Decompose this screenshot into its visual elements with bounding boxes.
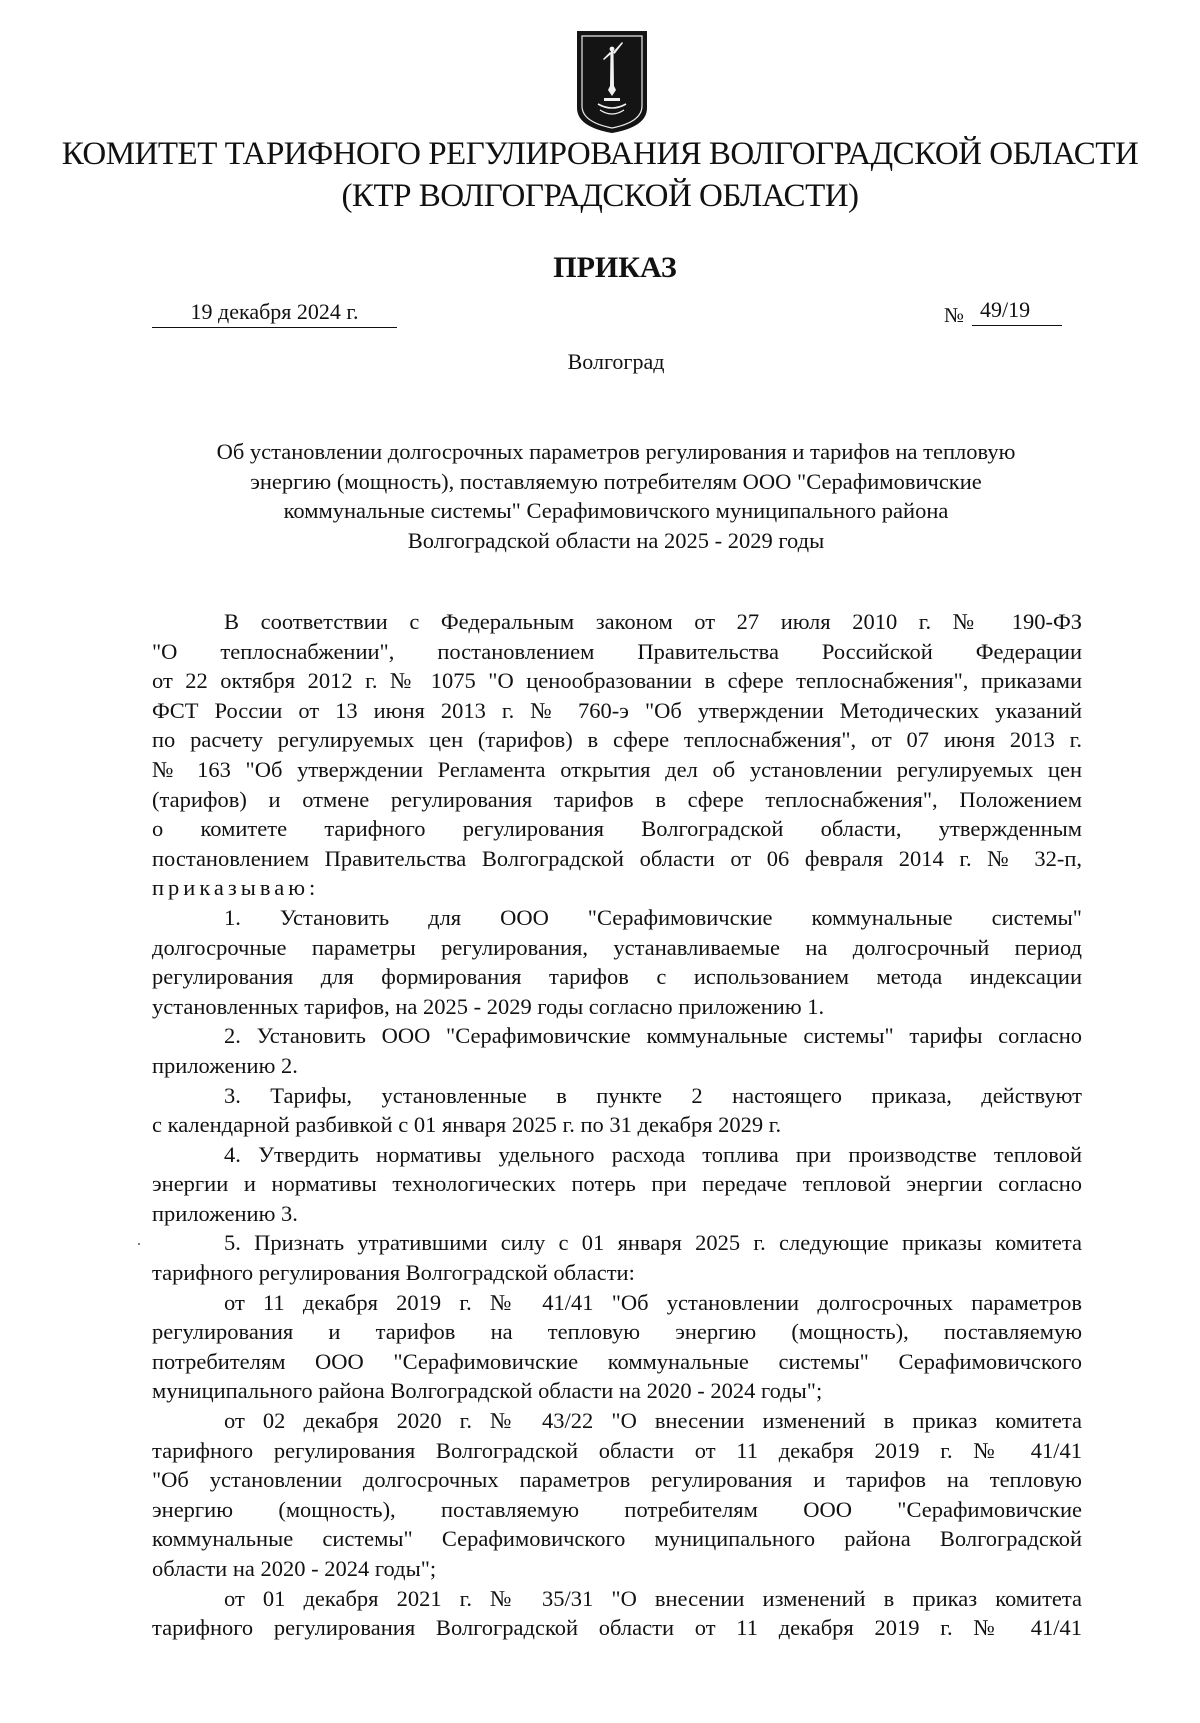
item-5a-line: муниципального района Волгоградской области на 2020 - 2024 годы";: [152, 1378, 823, 1404]
item-5a-line: от 11 декабря 2019 г. № 41/41 "Об установлении долгосрочных параметров: [224, 1289, 1082, 1315]
item-2-line: приложению 2.: [152, 1052, 298, 1078]
item-5b-line: тарифного регулирования Волгоградской области от 11 декабря 2019 г. № 41/41: [152, 1437, 1082, 1463]
item-5b-line: от 02 декабря 2020 г. № 43/22 "О внесении изменений в приказ комитета: [224, 1408, 1082, 1434]
volgograd-emblem-icon: [576, 30, 648, 134]
item-4-line: энергии и нормативы технологических потерь при передаче тепловой энергии согласно: [152, 1171, 1082, 1197]
committee-name: КОМИТЕТ ТАРИФНОГО РЕГУЛИРОВАНИЯ ВОЛГОГРАДСКОЙ ОБЛАСТИ: [61, 136, 1139, 172]
item-5b-line: области на 2020 - 2024 годы";: [152, 1556, 437, 1581]
committee-abbreviation: (КТР ВОЛГОГРАДСКОЙ ОБЛАСТИ): [341, 178, 859, 214]
order-number-sign: №: [944, 303, 965, 327]
decree-word: приказываю:: [152, 875, 320, 901]
item-5-line: тарифного регулирования Волгоградской области:: [152, 1260, 635, 1286]
item-1-line: долгосрочные параметры регулирования, устанавливаемые на долгосрочный период: [152, 934, 1082, 960]
preamble-line: о комитете тарифного регулирования Волгоградской области, утвержденным: [152, 816, 1082, 842]
preamble-line: В соответствии с Федеральным законом от 27 июля 2010 г. № 190-ФЗ: [224, 609, 1082, 634]
preamble-line: (тарифов) и отмене регулирования тарифов в сфере теплоснабжения", Положением: [152, 786, 1082, 812]
item-5c-line: тарифного регулирования Волгоградской области от 11 декабря 2019 г. № 41/41: [152, 1615, 1082, 1641]
item-3-line: с календарной разбивкой с 01 января 2025 г. по 31 декабря 2029 г.: [152, 1112, 782, 1138]
preamble-line: по расчету регулируемых цен (тарифов) в сфере теплоснабжения", от 07 июня 2013 г.: [152, 727, 1082, 753]
preamble-line: № 163 "Об утверждении Регламента открытия дел об установлении регулируемых цен: [152, 756, 1082, 782]
item-1-line: регулирования для формирования тарифов с использованием метода индексации: [152, 964, 1082, 990]
item-5b-line: "Об установлении долгосрочных параметров регулирования и тарифов на тепловую: [152, 1467, 1082, 1493]
item-3-line: 3. Тарифы, установленные в пункте 2 настоящего приказа, действуют: [224, 1082, 1082, 1108]
order-subject: [150, 437, 1082, 555]
preamble-line: ФСТ России от 13 июня 2013 г. № 760-э "Об утверждении Методических указаний: [152, 697, 1082, 723]
item-4-line: 4. Утвердить нормативы удельного расхода топлива при производстве тепловой: [224, 1141, 1082, 1167]
subject-line: Об установлении долгосрочных параметров регулирования и тарифов на тепловую: [216, 439, 1016, 464]
item-2-line: 2. Установить ООО "Серафимовичские коммунальные системы" тарифы согласно: [224, 1023, 1082, 1049]
subject-line: энергию (мощность), поставляемую потребителям ООО "Серафимовичские: [250, 468, 982, 494]
order-number: 49/19: [972, 295, 1062, 326]
scan-speck: [138, 1243, 140, 1245]
preamble-line: "О теплоснабжении", постановлением Правительства Российской Федерации: [152, 638, 1082, 664]
item-5b-line: энергию (мощность), поставляемую потребителям ООО "Серафимовичские: [152, 1496, 1082, 1522]
item-1-line: 1. Установить для ООО "Серафимовичские коммунальные системы": [224, 904, 1082, 930]
subject-line: Волгоградской области на 2025 - 2029 годы: [407, 527, 825, 553]
item-5b-line: коммунальные системы" Серафимовичского муниципального района Волгоградской: [152, 1526, 1082, 1552]
preamble-line: постановлением Правительства Волгоградской области от 06 февраля 2014 г. № 32-п,: [152, 845, 1082, 871]
order-date: 19 декабря 2024 г.: [152, 297, 397, 328]
order-city: Волгоград: [567, 349, 665, 374]
document-title: ПРИКАЗ: [553, 251, 677, 284]
item-5a-line: регулирования и тарифов на тепловую энергию (мощность), поставляемую: [152, 1319, 1082, 1345]
item-1-line: установленных тарифов, на 2025 - 2029 годы согласно приложению 1.: [152, 993, 825, 1019]
preamble-line: от 22 октября 2012 г. № 1075 "О ценообразовании в сфере теплоснабжения", приказами: [152, 668, 1082, 694]
subject-line: коммунальные системы" Серафимовичского муниципального района: [283, 498, 949, 523]
order-body: [152, 607, 1082, 1643]
item-5-line: 5. Признать утратившими силу с 01 января 2025 г. следующие приказы комитета: [224, 1230, 1082, 1256]
item-5c-line: от 01 декабря 2021 г. № 35/31 "О внесении изменений в приказ комитета: [224, 1585, 1082, 1611]
item-5a-line: потребителям ООО "Серафимовичские коммунальные системы" Серафимовичского: [152, 1348, 1082, 1374]
item-4-line: приложению 3.: [152, 1200, 298, 1226]
